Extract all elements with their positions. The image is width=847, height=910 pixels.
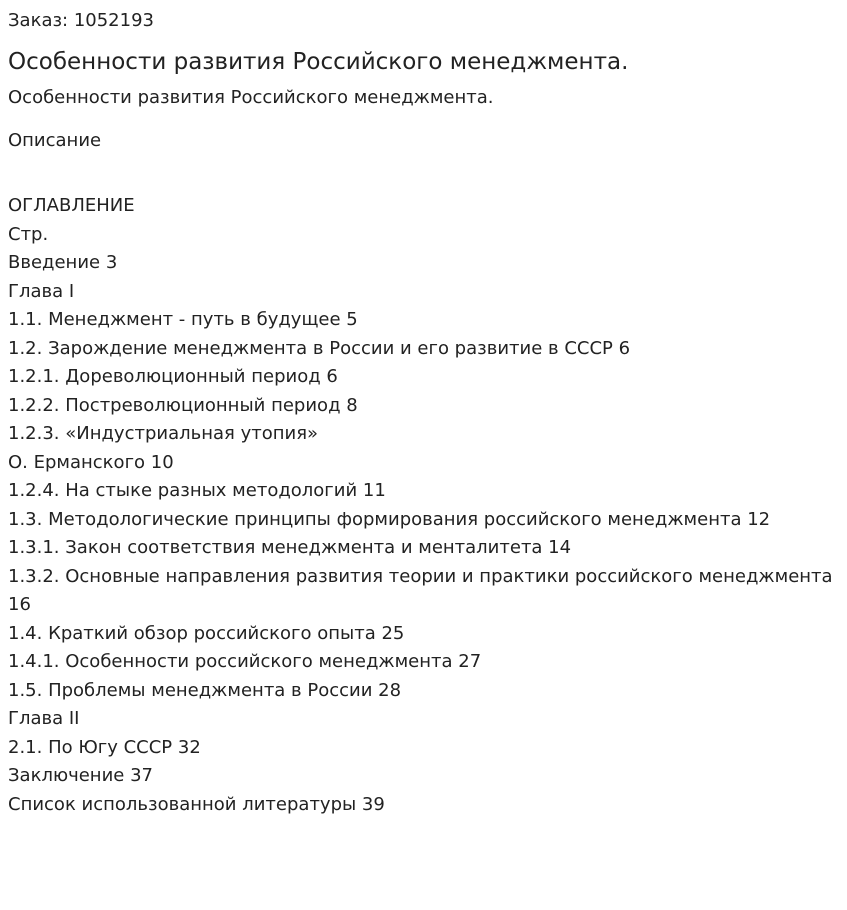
toc-item: Глава I bbox=[8, 280, 75, 302]
order-number: Заказ: 1052193 bbox=[8, 10, 154, 31]
toc-item: 1.1. Менеджмент - путь в будущее 5 bbox=[8, 309, 358, 330]
toc-item: 1.2.4. На стыке разных методологий 11 bbox=[8, 480, 386, 501]
toc-item: 1.3.2. Основные направления развития теории и практики российского менеджмента 16 bbox=[8, 565, 833, 615]
toc-item: 1.2.1. Дореволюционный период 6 bbox=[8, 366, 338, 387]
toc-item: О. Ерманского 10 bbox=[8, 451, 174, 473]
toc-item: 2.1. По Югу СССР 32 bbox=[8, 736, 201, 758]
toc-item: 1.3. Методологические принципы формирования российского менеджмента 12 bbox=[8, 508, 771, 530]
page-subtitle: Особенности развития Российского менеджмента. bbox=[8, 87, 494, 108]
toc-item: 1.2.2. Постреволюционный период 8 bbox=[8, 394, 358, 416]
toc-item: Список использованной литературы 39 bbox=[8, 793, 385, 815]
toc-item: Заключение 37 bbox=[8, 765, 153, 786]
toc-item: Глава II bbox=[8, 708, 80, 729]
toc-page-label: Стр. bbox=[8, 223, 49, 245]
table-of-contents bbox=[8, 192, 839, 819]
toc-item: 1.3.1. Закон соответствия менеджмента и менталитета 14 bbox=[8, 537, 572, 558]
toc-item: 1.5. Проблемы менеджмента в России 28 bbox=[8, 679, 402, 701]
toc-item: Введение 3 bbox=[8, 252, 118, 273]
toc-item: 1.4.1. Особенности российского менеджмента 27 bbox=[8, 651, 482, 672]
toc-heading: ОГЛАВЛЕНИЕ bbox=[8, 195, 135, 216]
toc-item: 1.2. Зарождение менеджмента в России и его развитие в СССР 6 bbox=[8, 337, 631, 359]
description-heading: Описание bbox=[8, 130, 102, 151]
page-title: Особенности развития Российского менеджмента. bbox=[8, 49, 629, 75]
toc-item: 1.2.3. «Индустриальная утопия» bbox=[8, 423, 319, 444]
toc-item: 1.4. Краткий обзор российского опыта 25 bbox=[8, 622, 405, 644]
